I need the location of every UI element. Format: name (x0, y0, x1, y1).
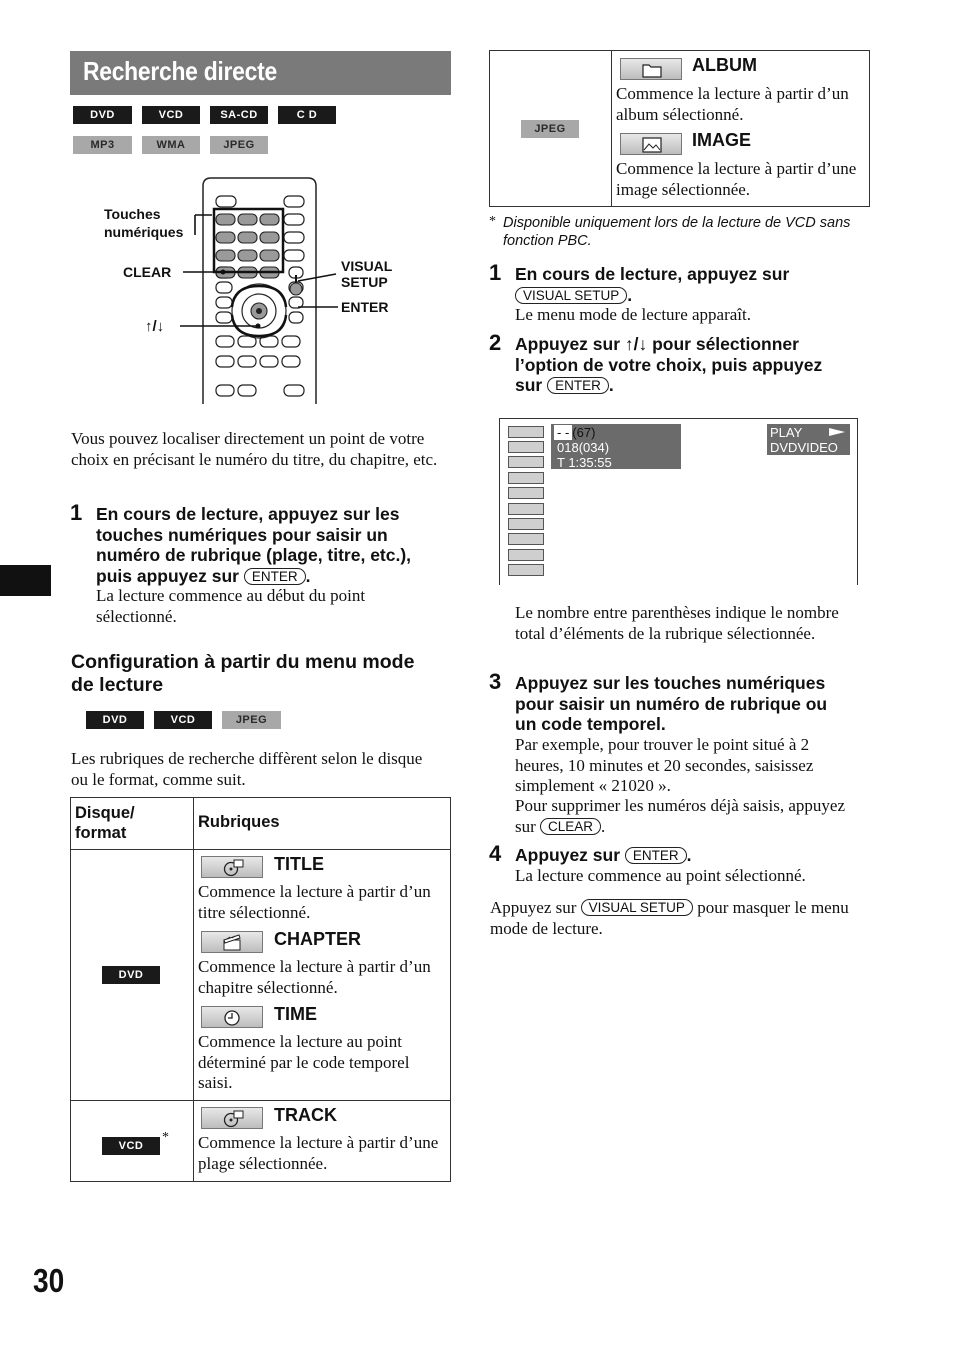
step-3-heading: Appuyez sur les touches numériques pour saisir un numéro de rubrique ou un code temporel. (515, 673, 828, 734)
screen-chapter-icon (508, 441, 544, 453)
screen-shuffle-icon (508, 549, 544, 561)
side-tab (0, 565, 51, 596)
label-arrows: ↑/↓ (145, 318, 165, 335)
image-icon (620, 133, 682, 155)
time-icon (201, 1006, 263, 1028)
badge-cd: C D (278, 106, 336, 124)
item-title-desc: Commence la lecture à partir d’un titre sélectionné. (198, 882, 431, 922)
enter-key: ENTER (244, 568, 306, 585)
clear-key: CLEAR (540, 818, 601, 835)
footnote-star: * (489, 214, 496, 229)
play-icon (829, 428, 845, 436)
badge-vcd: VCD (142, 106, 200, 124)
screen-title-number: 018(034) (557, 440, 610, 455)
step-3-number: 3 (489, 669, 502, 694)
screen-angle-icon (508, 503, 544, 515)
chapter-icon (201, 931, 263, 953)
step-1-heading: En cours de lecture, appuyez sur VISUAL SETUP . (515, 264, 790, 305)
step-4-number: 4 (489, 841, 502, 866)
closing-paragraph: Appuyez sur VISUAL SETUP pour masquer le menu mode de lecture. (490, 898, 849, 938)
left-step-1-body: La lecture commence au début du point sélectionné. (96, 586, 366, 626)
screen-info-box: - - (67) 018(034) T 1:35:55 (551, 424, 681, 469)
label-numeriques: numériques (104, 224, 184, 240)
screen-title-icon (508, 426, 544, 438)
remote-leader-lines (150, 200, 350, 340)
item-album-desc: Commence la lecture à partir d’un album sélectionné. (616, 84, 849, 124)
label-enter: ENTER (341, 299, 389, 315)
badge-mp3: MP3 (73, 136, 132, 154)
table-badge-vcd: VCD (102, 1137, 160, 1155)
screen-time-icon (508, 456, 544, 468)
track-icon (201, 1107, 263, 1129)
page-title-bar (70, 51, 451, 95)
label-visual: VISUAL (341, 258, 393, 274)
section-badge-dvd: DVD (86, 711, 144, 729)
visual-setup-key: VISUAL SETUP (581, 899, 693, 916)
item-album-label: ALBUM (692, 55, 757, 75)
item-time-desc: Commence la lecture au point déterminé par le code temporel saisi. (198, 1032, 410, 1092)
screen-repeat-icon (508, 533, 544, 545)
album-icon (620, 58, 682, 80)
screen-input-field: - - (554, 425, 572, 440)
step-4-heading: Appuyez sur ENTER . (515, 845, 692, 865)
step-3-body-1: Par exemple, pour trouver le point situé à 2 heures, 10 minutes et 20 secondes, saisissez simplement « 21020 ». (515, 735, 814, 795)
step-2-heading: Appuyez sur ↑/↓ pour sélectionner l’option de votre choix, puis appuyez sur ENTER . (515, 334, 823, 395)
section-heading: Configuration à partir du menu mode de lecture (71, 651, 415, 696)
badge-wma: WMA (142, 136, 200, 154)
badge-dvd: DVD (73, 106, 132, 124)
left-step-1-heading: En cours de lecture, appuyez sur les touches numériques pour saisir un numéro de rubrique (plage, titre, etc.), puis appuyez sur ENTER . (96, 504, 412, 586)
screen-setup-icon (508, 564, 544, 576)
section-intro: Les rubriques de recherche diffèrent selon le disque ou le format, comme suit. (71, 749, 423, 789)
screen-play-status: PLAY DVDVIDEO (767, 424, 850, 455)
step-2-note: Le nombre entre parenthèses indique le nombre total d’éléments de la rubrique sélectionnée. (515, 603, 839, 643)
page-number: 30 (33, 1262, 65, 1299)
screen-audio-icon (508, 472, 544, 484)
screen-mode: DVDVIDEO (770, 440, 838, 455)
item-title-label: TITLE (274, 854, 324, 874)
item-chapter-label: CHAPTER (274, 929, 362, 949)
item-track-desc: Commence la lecture à partir d’une plage sélectionnée. (198, 1133, 439, 1173)
label-touches: Touches (104, 206, 161, 222)
intro-paragraph: Vous pouvez localiser directement un point de votre choix en précisant le numéro du titre, du chapitre, etc. (71, 429, 438, 469)
step-2-number: 2 (489, 330, 502, 355)
vcd-asterisk: * (162, 1130, 169, 1145)
screen-time-code: T 1:35:55 (557, 455, 612, 470)
label-setup: SETUP (341, 274, 388, 290)
section-badge-vcd: VCD (154, 711, 212, 729)
title-icon (201, 856, 263, 878)
step-1-body: Le menu mode de lecture apparaît. (515, 305, 751, 324)
item-chapter-desc: Commence la lecture à partir d’un chapitre sélectionné. (198, 957, 431, 997)
footnote: Disponible uniquement lors de la lecture de VCD sans fonction PBC. (503, 215, 851, 249)
step-1-number: 1 (489, 260, 502, 285)
badge-sacd: SA-CD (210, 106, 268, 124)
badge-jpeg: JPEG (210, 136, 268, 154)
enter-key: ENTER (547, 377, 609, 394)
item-image-desc: Commence la lecture à partir d’une image sélectionnée. (616, 159, 857, 199)
visual-setup-key: VISUAL SETUP (515, 287, 627, 304)
step-4-body: La lecture commence au point sélectionné. (515, 866, 806, 885)
step-3-body-2: Pour supprimer les numéros déjà saisis, appuyez sur CLEAR . (515, 796, 846, 836)
play-mode-menu-screen (499, 418, 858, 585)
screen-zoom-icon (508, 518, 544, 530)
item-time-label: TIME (274, 1004, 317, 1024)
left-step-1-number: 1 (70, 500, 83, 525)
table-badge-dvd: DVD (102, 966, 160, 984)
table-header-disc: Disque/ format (75, 804, 135, 842)
screen-subtitle-icon (508, 487, 544, 499)
table-header-items: Rubriques (198, 813, 280, 831)
item-image-label: IMAGE (692, 130, 752, 150)
item-track-label: TRACK (274, 1105, 337, 1125)
table-badge-jpeg: JPEG (521, 120, 579, 138)
section-badge-jpeg: JPEG (222, 711, 281, 729)
label-clear: CLEAR (123, 264, 172, 280)
enter-key: ENTER (625, 847, 687, 864)
page-title: Recherche directe (83, 56, 277, 86)
